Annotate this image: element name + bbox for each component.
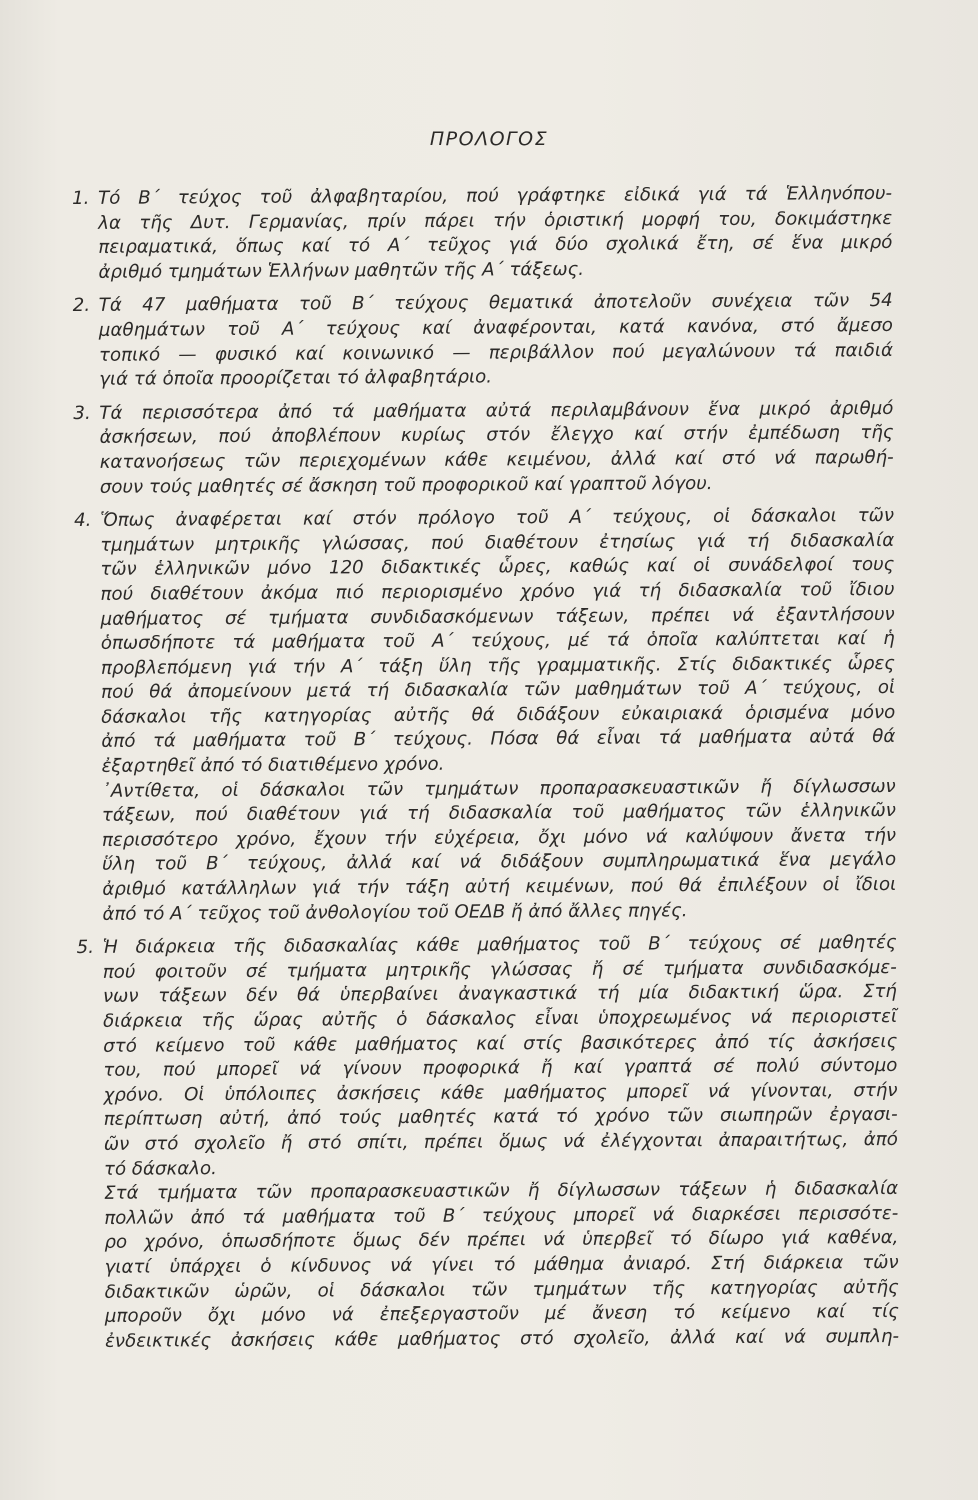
text-line: ἀπό τό Α΄ τεῦχος τοῦ ἀνθολογίου τοῦ ΟΕΔΒ ἤ ἀπό ἄλλες πηγές. <box>102 899 688 925</box>
text-line: λα τῆς Δυτ. Γερμανίας, πρίν πάρει τήν ὁριστική μορφή του, δοκιμάστηκε <box>98 207 893 234</box>
text-line: περίπτωση αὐτή, ἀπό τούς μαθητές κατά τό χρόνο τῶν σιωπηρῶν ἐργασι- <box>103 1104 898 1131</box>
text-line: διδακτικῶν ὡρῶν, οἱ δάσκαλοι τῶν τμημάτων τῆς κατηγορίας αὐτῆς <box>104 1276 899 1303</box>
body-text <box>72 182 899 1363</box>
text-line: Τά 47 μαθήματα τοῦ Β΄ τεύχους θεματικά ἀποτελοῦν συνέχεια τῶν 54 <box>98 290 893 317</box>
text-line: του, πού μπορεῖ νά γίνουν προφορικά ἤ καί γραπτά σέ πολύ σύντομο <box>103 1055 898 1082</box>
section-4-continuation <box>102 775 897 927</box>
text-line: ἀπό τά μαθήματα τοῦ Β΄ τεύχους. Πόσα θά εἶναι τά μαθήματα αὐτά θά <box>101 726 896 753</box>
section-1 <box>72 182 893 285</box>
text-line: τό δάσκαλο. <box>103 1157 217 1180</box>
text-line: Τά περισσότερα ἀπό τά μαθήματα αὐτά περιλαμβάνουν ἕνα μικρό ἀριθμό <box>99 397 894 424</box>
section-number: 2. <box>72 295 91 317</box>
text-line: πού φοιτοῦν σέ τμήματα μητρικῆς γλώσσας ἤ σέ τμήματα συνδιδασκόμε- <box>102 956 897 983</box>
text-line: μαθήματος σέ τμήματα συνδιδασκόμενων τάξεων, πρέπει νά ἐξαντλήσουν <box>100 603 895 630</box>
text-line: Ἡ διάρκεια τῆς διδασκαλίας κάθε μαθήματος τοῦ Β΄ τεύχους σέ μαθητές <box>102 932 897 959</box>
section-5 <box>77 931 900 1354</box>
section-2 <box>73 289 894 392</box>
text-line: ἐξαρτηθεῖ ἀπό τό διατιθέμενο χρόνο. <box>101 753 445 777</box>
section-5-continuation <box>104 1177 899 1354</box>
text-line: κατανοήσεως τῶν περιεχομένων κάθε κειμένου, ἀλλά καί στό νά παρωθή- <box>99 446 894 473</box>
text-line: περισσότερο χρόνο, ἔχουν τήν εὐχέρεια, ὄχι μόνο νά καλύψουν ἄνετα τήν <box>101 824 897 851</box>
text-line: ᾽Αντίθετα, οἱ δάσκαλοι τῶν τμημάτων προπαρασκευαστικῶν ἤ δίγλωσσων <box>101 775 896 802</box>
text-line: γιατί ὑπάρχει ὁ κίνδυνος νά γίνει τό μάθημα ἀνιαρό. Στή διάρκεια τῶν <box>104 1251 899 1278</box>
text-line: ὁπωσδήποτε τά μαθήματα τοῦ Α΄ τεύχους, μέ τά ὁποῖα καλύπτεται καί ἡ <box>100 628 895 654</box>
section-number: 1. <box>72 187 90 209</box>
text-line: τοπικό — φυσικό καί κοινωνικό — περιβάλλον πού μεγαλώνουν τά παιδιά <box>98 339 894 366</box>
section-3 <box>73 397 894 500</box>
text-line: χρόνο. Οἱ ὑπόλοιπες ἀσκήσεις κάθε μαθήματος μπορεῖ νά γίνονται, στήν <box>103 1079 898 1106</box>
section-number: 5. <box>76 937 95 959</box>
section-number: 4. <box>73 510 92 532</box>
text-line: ὕλη τοῦ Β΄ τεύχους, ἀλλά καί νά διδάξουν συμπληρωματικά ἕνα μεγάλο <box>102 849 897 876</box>
text-line: ῶν στό σχολεῖο ἤ στό σπίτι, πρέπει ὅμως νά ἐλέγχονται ἀπαραιτήτως, ἀπό <box>103 1128 898 1155</box>
text-line: ἀσκήσεων, πού ἀποβλέπουν κυρίως στόν ἔλεγχο καί στήν ἐμπέδωση τῆς <box>99 422 894 449</box>
text-line: σουν τούς μαθητές σέ ἄσκηση τοῦ προφορικοῦ καί γραπτοῦ λόγου. <box>99 472 713 498</box>
text-line: ἀριθμό κατάλληλων γιά τήν τάξη αὐτή κειμένων, πού θά ἐπιλέξουν οἱ ἴδιοι <box>102 874 897 900</box>
section-4 <box>74 504 897 927</box>
text-line: ρο χρόνο, ὁπωσδήποτε ὅμως δέν πρέπει νά ὑπερβεῖ τό δίωρο γιά καθένα, <box>104 1227 899 1254</box>
text-line: Ὅπως ἀναφέρεται καί στόν πρόλογο τοῦ Α΄ τεύχους, οἱ δάσκαλοι τῶν <box>99 505 895 531</box>
section-number: 3. <box>73 402 91 424</box>
text-line: τῶν ἑλληνικῶν μόνο 120 διδακτικές ὧρες, καθώς καί οἱ συνάδελφοί τους <box>100 554 895 581</box>
text-line: στό κείμενο τοῦ κάθε μαθήματος καί στίς βασικότερες ἀπό τίς ἀσκήσεις <box>103 1030 898 1057</box>
text-line: δάσκαλοι τῆς κατηγορίας αὐτῆς θά διδάξουν εὐκαιριακά ὁρισμένα μόνο <box>101 701 896 728</box>
text-line: ἀριθμό τμημάτων Ἑλλήνων μαθητῶν τῆς Α΄ τάξεως. <box>98 258 585 283</box>
text-line: νων τάξεων δέν θά ὑπερβαίνει ἀναγκαστικά τή μία διδακτική ὥρα. Στή <box>102 981 897 1008</box>
text-line: πού διαθέτουν ἀκόμα πιό περιορισμένο χρόνο γιά τή διδασκαλία τοῦ ἴδιου <box>100 578 895 605</box>
page-title: ΠΡΟΛΟΓΟΣ <box>429 128 549 150</box>
text-line: πολλῶν ἀπό τά μαθήματα τοῦ Β΄ τεύχους μπορεῖ νά διαρκέσει περισσότε- <box>104 1202 899 1229</box>
text-line: τμημάτων μητρικῆς γλώσσας, πού διαθέτουν ἐτησίως γιά τή διδασκαλία <box>100 529 895 556</box>
text-line: μαθημάτων τοῦ Α΄ τεύχους καί ἀναφέρονται, κατά κανόνα, στό ἄμεσο <box>98 314 893 341</box>
text-line: γιά τά ὁποῖα προορίζεται τό ἀλφαβητάριο. <box>99 366 493 390</box>
text-line: Στά τμήματα τῶν προπαρασκευαστικῶν ἤ δίγλωσσων τάξεων ἡ διδασκαλία <box>104 1178 899 1204</box>
text-line: μποροῦν ὄχι μόνο νά ἐπεξεργαστοῦν μέ ἄνεση τό κείμενο καί τίς <box>104 1301 899 1327</box>
text-line: προβλεπόμενη γιά τήν Α΄ τάξη ὕλη τῆς γραμματικῆς. Στίς διδακτικές ὧρες <box>100 652 895 679</box>
text-line: πού θά ἀπομείνουν μετά τή διδασκαλία τῶν μαθημάτων τοῦ Α΄ τεύχους, οἱ <box>101 677 896 704</box>
text-line: τάξεων, πού διαθέτουν γιά τή διδασκαλία τοῦ μαθήματος τῶν ἑλληνικῶν <box>101 800 896 827</box>
text-line: ἐνδεικτικές ἀσκήσεις κάθε μαθήματος στό σχολεῖο, ἀλλά καί νά συμπλη- <box>104 1325 900 1352</box>
text-line: πειραματικά, ὅπως καί τό Α΄ τεῦχος γιά δύο σχολικά ἔτη, σέ ἕνα μικρό <box>98 232 893 259</box>
text-line: διάρκεια τῆς ὥρας αὐτῆς ὁ δάσκαλος εἶναι ὑποχρεωμένος νά περιοριστεῖ <box>103 1005 898 1032</box>
text-line: Τό Β΄ τεύχος τοῦ ἀλφαβηταρίου, πού γράφτηκε εἰδικά γιά τά Ἑλληνόπου- <box>98 182 893 209</box>
